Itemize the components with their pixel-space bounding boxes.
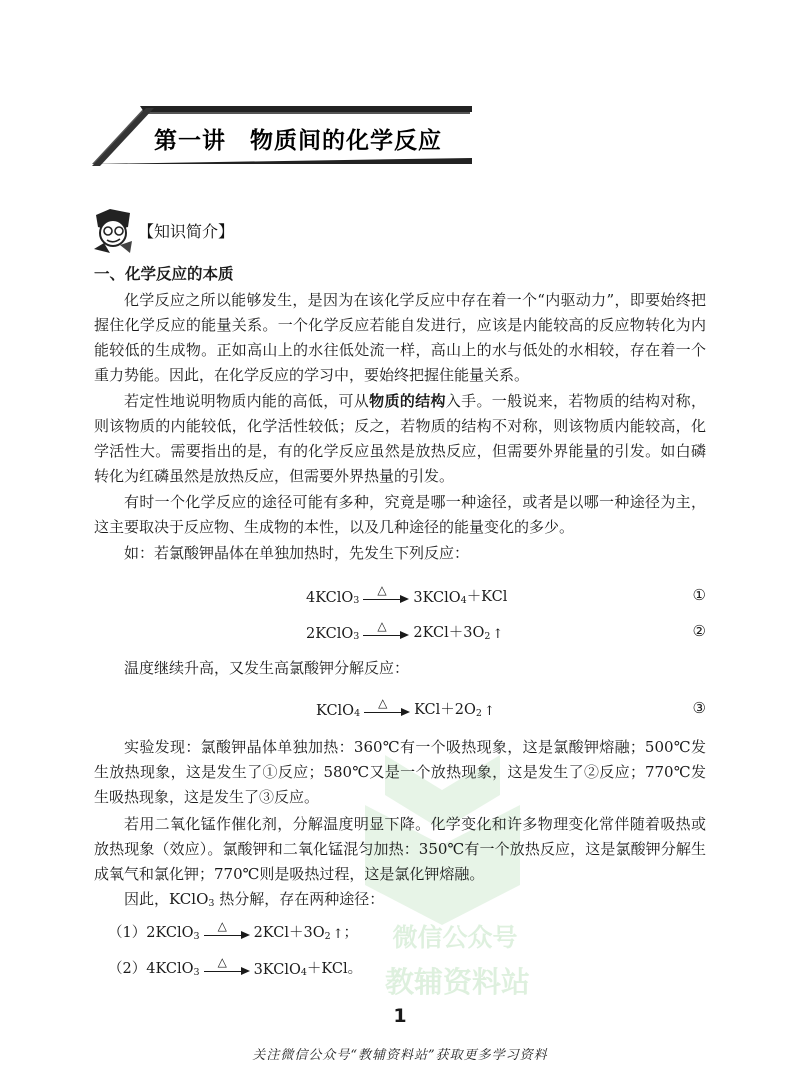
equation-2 [94,620,706,648]
route-1-product-sub: 2 [324,931,331,942]
eq1-product-rest: ＋KCl [466,589,508,605]
paragraph-1: 化学反应之所以能够发生，是因为在该化学反应中存在着一个“内驱动力”，即要始终把握住化学反应的能量关系。一个化学反应若能自发进行，应该是内能较高的反应物转化为内能较低的生成物。正如高山上的水往低处流一样，高山上的水与低处的水相较，存在着一个重力势能。因此，在化学反应的学习中，要始终把握住能量关系。 [94,291,706,384]
section-tag [90,205,290,255]
paragraph-6: 实验发现：氯酸钾晶体单独加热：360℃有一个吸热现象，这是氯酸钾熔融；500℃发生放热现象，这是发生了①反应；580℃又是一个放热现象，这是发生了②反应；770℃发生吸热现象，这是发生了③反应。 [94,738,706,806]
watermark-text-1: 微信公众号 [392,923,518,952]
heat-arrow-icon [363,584,409,606]
heat-arrow-icon [363,620,409,642]
route-1-product: 2KCl＋3O [253,925,325,941]
paragraph-8-text-a: 因此，KClO [124,890,209,908]
eq2-number: ② [692,622,706,640]
eq3-product-sub: 2 [475,708,482,719]
eq2-product-sub: 2 [484,631,491,642]
heat-symbol: △ [217,955,227,969]
eq1-number: ① [692,586,706,604]
section-heading: 一、化学反应的本质 [94,265,234,283]
section-tag-text: 【知识简介】 [138,222,235,241]
route-2 [108,956,362,978]
route-2-product: 3KClO [253,962,301,978]
heat-symbol: △ [378,696,388,710]
mascot-icon [90,205,136,255]
eq2-reactant-sub: 3 [353,631,360,642]
heat-symbol: △ [377,619,387,633]
route-2-end: ＋KCl。 [306,961,363,977]
paragraph-8-text-b: 热分解，存在两种途径： [214,890,385,908]
eq2-reactant: 2KClO [306,626,354,642]
eq1-reactant: 4KClO [306,590,354,606]
route-2-reactant-sub: 3 [193,967,200,978]
paragraph-2-bold: 物质的结构 [369,392,446,410]
eq3-product: KCl＋2O [414,702,476,718]
paragraph-3: 有时一个化学反应的途径可能有多种，究竟是哪一种途径，或者是以哪一种途径为主，这主要取决于反应物、生成物的本性，以及几种途径的能量变化的多少。 [94,493,706,536]
eq1-reactant-sub: 3 [353,595,360,606]
eq3-reactant-sub: 4 [354,708,361,719]
heat-symbol: △ [217,919,227,933]
paragraph-8 [94,887,706,916]
heat-arrow-icon [364,697,410,719]
heat-arrow-icon [204,956,250,978]
route-1-reactant-sub: 3 [193,931,200,942]
eq1-product-sub: 4 [460,595,467,606]
paragraph-7: 若用二氧化锰作催化剂，分解温度明显下降。化学变化和许多物理变化常伴随着吸热或放热现象（效应）。氯酸钾和二氧化锰混匀加热：350℃有一个放热反应，这是氯酸钾分解生成氧气和氯化钾；770℃则是吸热过程，这是氯化钾熔融。 [94,815,706,883]
route-1-end: ； [343,925,359,941]
gas-arrow-icon: ↑ [492,627,504,642]
route-1 [108,920,358,942]
eq3-reactant: KClO [316,703,355,719]
equation-1 [94,584,706,612]
chapter-banner [92,100,472,166]
footer-note: 关注微信公众号“教辅资料站”获取更多学习资料 [252,1048,548,1063]
paragraph-2-text-b: 入手。一般说来，若物质的结构对称，则该物质的内能较低，化学活性较低；反之，若物质的结构不对称，则该物质内能较高，化学活性大。需要指出的是，有的化学反应虽然是放热反应，但需要外界能量的引发。如白磷转化为红磷虽然是放热反应，但需要外界热量的引发。 [94,392,706,485]
route-1-reactant: （1）2KClO [108,925,194,941]
page-number: 1 [393,1005,407,1027]
paragraph-8-sub: 3 [208,898,215,909]
paragraph-4: 如：若氯酸钾晶体在单独加热时，先发生下列反应： [124,544,470,562]
equation-3 [94,697,706,725]
eq1-product: 3KClO [413,590,461,606]
eq3-number: ③ [692,699,706,717]
chapter-title: 第一讲 物质间的化学反应 [154,128,442,154]
paragraph-2 [94,389,706,489]
heat-symbol: △ [377,583,387,597]
gas-arrow-icon: ↑ [332,927,344,942]
paragraph-2-text-a: 若定性地说明物质内能的高低，可从 [124,392,370,410]
heat-arrow-icon [204,920,250,942]
paragraph-5: 温度继续升高，又发生高氯酸钾分解反应： [124,659,410,677]
route-2-reactant: （2）4KClO [108,961,194,977]
watermark-text-2: 教辅资料站 [385,965,531,999]
gas-arrow-icon: ↑ [483,704,495,719]
route-2-product-sub: 4 [300,967,307,978]
eq2-product: 2KCl＋3O [413,625,485,641]
